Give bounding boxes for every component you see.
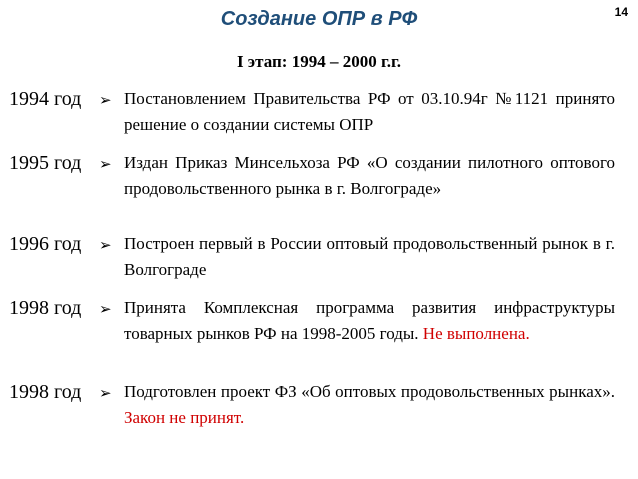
arrow-bullet-icon: ➢: [99, 236, 112, 254]
stage-subtitle: I этап: 1994 – 2000 г.г.: [236, 52, 402, 71]
arrow-bullet-icon: ➢: [99, 300, 112, 318]
entry-text: Издан Приказ Минсельхоза РФ «О создании пилотного оптового продовольственного рынка в г. Волгограде»: [124, 153, 615, 198]
entry-text: Принята Комплексная программа развития инфраструктуры товарных рынков РФ на 1998-2005 годы. Не выполнена.: [124, 298, 615, 343]
slide-title: Создание ОПР в РФ: [220, 8, 418, 30]
arrow-bullet-icon: ➢: [99, 91, 112, 109]
entry-text: Построен первый в России оптовый продовольственный рынок в г. Волгограде: [124, 234, 615, 279]
arrow-bullet-icon: ➢: [99, 155, 112, 173]
status-note: Не выполнена.: [422, 324, 530, 343]
entry-year: 1995 год: [9, 152, 82, 174]
entry-text: Постановлением Правительства РФ от 03.10.94г №1121 принято решение о создании системы ОПР: [124, 89, 615, 134]
entry-year: 1998 год: [9, 297, 82, 319]
entry-year: 1996 год: [9, 233, 82, 255]
arrow-bullet-icon: ➢: [99, 384, 112, 402]
entry-year: 1994 год: [9, 88, 82, 110]
entry-year: 1998 год: [9, 381, 82, 403]
status-note: Закон не принят.: [124, 408, 245, 427]
entry-text: Подготовлен проект ФЗ «Об оптовых продовольственных рынках». Закон не принят.: [124, 382, 615, 427]
page-number: 14: [614, 5, 628, 19]
